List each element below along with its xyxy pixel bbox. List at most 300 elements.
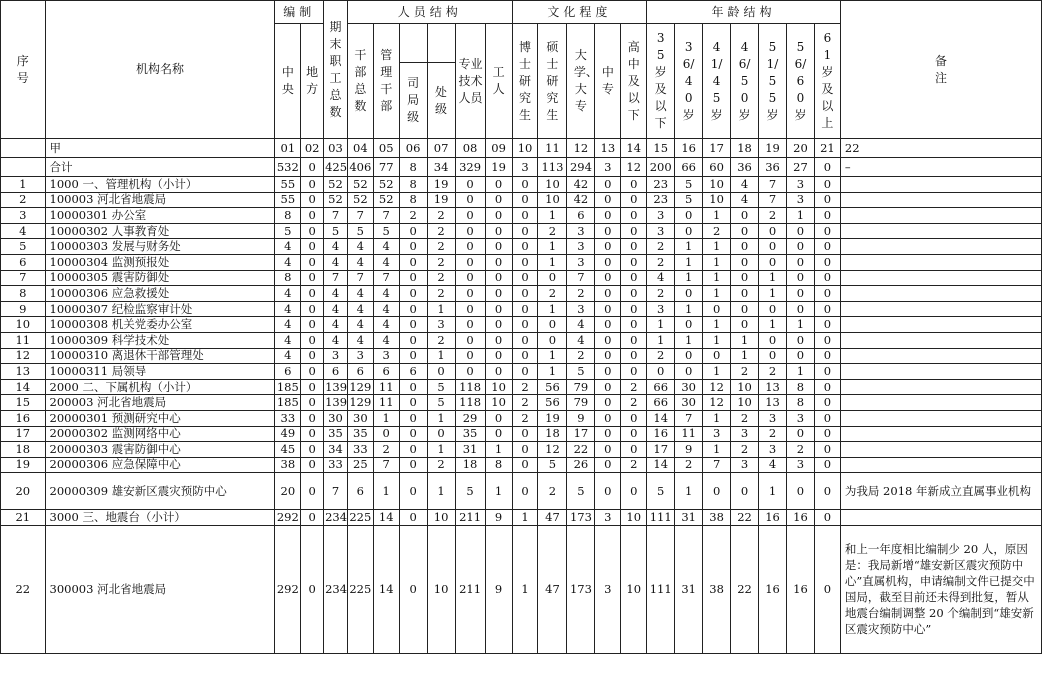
remarks-cell: 为我局 2018 年新成立直属事业机构	[840, 473, 1041, 510]
value-cell: 1	[759, 270, 787, 286]
value-cell: 1	[647, 332, 675, 348]
header-age-structure: 年龄结构	[647, 1, 841, 24]
value-cell: 0	[786, 270, 814, 286]
value-cell: 0	[621, 442, 647, 458]
header-total-staff: 期末职工总数	[324, 1, 348, 139]
row-seq-cell	[1, 158, 46, 177]
value-cell: 0	[301, 239, 324, 255]
value-cell: 0	[595, 270, 621, 286]
value-cell: 0	[512, 208, 538, 224]
value-cell: 4	[324, 239, 348, 255]
value-cell: 77	[373, 158, 399, 177]
value-cell: 5	[427, 395, 455, 411]
value-cell: 56	[538, 395, 567, 411]
value-cell: 0	[538, 270, 567, 286]
value-cell: 1	[703, 208, 731, 224]
value-cell: 292	[276, 510, 299, 525]
value-cell: 129	[349, 379, 372, 394]
value-cell: 05	[373, 139, 399, 158]
value-cell: 3	[567, 239, 595, 255]
org-name-cell: 10000302 人事教育处	[45, 223, 275, 239]
header-education: 文化程度	[512, 1, 647, 24]
value-cell: 129	[349, 395, 372, 410]
value-cell: 2	[512, 410, 538, 426]
value-cell: 7	[567, 270, 595, 286]
value-cell: 38	[275, 457, 301, 473]
org-name-cell: 10000311 局领导	[45, 364, 275, 380]
value-cell: 35	[455, 426, 485, 442]
remarks-cell	[840, 379, 1041, 395]
org-name-cell: 合计	[45, 158, 275, 177]
value-cell: 0	[301, 395, 324, 411]
value-cell: 0	[621, 192, 647, 208]
value-cell: 0	[731, 473, 759, 510]
value-cell: 9	[567, 410, 595, 426]
value-cell: 4	[324, 286, 348, 302]
value-cell: 0	[301, 192, 324, 208]
value-cell: 5	[675, 192, 703, 208]
value-cell: 0	[399, 254, 427, 270]
value-cell: 0	[595, 426, 621, 442]
value-cell: 234	[324, 525, 348, 653]
table-row	[1, 158, 1042, 177]
value-cell: 0	[759, 239, 787, 255]
value-cell: 0	[759, 348, 787, 364]
value-cell: 17	[647, 442, 675, 458]
value-cell: 0	[731, 239, 759, 255]
table-row	[1, 254, 1042, 270]
value-cell: 0	[512, 223, 538, 239]
value-cell: 10	[512, 139, 538, 158]
value-cell: 1	[759, 317, 787, 333]
value-cell: 0	[512, 301, 538, 317]
row-seq-cell: 11	[1, 332, 46, 348]
value-cell: 2	[731, 442, 759, 458]
org-name-cell: 20000306 应急保障中心	[45, 457, 275, 473]
value-cell: 66	[675, 158, 703, 177]
value-cell: 38	[703, 510, 731, 526]
org-name-cell: 100003 河北省地震局	[45, 192, 275, 208]
value-cell: 0	[814, 286, 840, 302]
value-cell: 0	[485, 192, 512, 208]
value-cell: 0	[512, 332, 538, 348]
value-cell: 4	[347, 332, 373, 348]
value-cell: 17	[703, 139, 731, 158]
value-cell: 4	[567, 317, 595, 333]
org-name-cell: 10000305 震害防御处	[45, 270, 275, 286]
value-cell: 0	[455, 223, 485, 239]
value-cell: 0	[675, 208, 703, 224]
value-cell: 0	[301, 332, 324, 348]
value-cell: 45	[275, 442, 301, 458]
value-cell: 0	[455, 301, 485, 317]
value-cell: 0	[814, 525, 840, 653]
header-local: 地方	[301, 24, 324, 139]
value-cell: 5	[275, 223, 301, 239]
value-cell: 0	[731, 254, 759, 270]
table-row	[1, 364, 1042, 380]
value-cell: 2	[621, 379, 647, 395]
value-cell: 0	[455, 317, 485, 333]
value-cell: 0	[455, 208, 485, 224]
table-row	[1, 208, 1042, 224]
value-cell: 4	[275, 332, 301, 348]
value-cell: 7	[373, 270, 399, 286]
value-cell: 2	[427, 208, 455, 224]
value-cell: 0	[512, 364, 538, 380]
org-name-cell: 20000309 雄安新区震灾预防中心	[45, 473, 275, 510]
value-cell: 3	[759, 410, 787, 426]
value-cell: 7	[324, 473, 348, 510]
value-cell: 0	[595, 332, 621, 348]
value-cell: 1	[675, 332, 703, 348]
value-cell: 200	[647, 158, 675, 177]
value-cell: 35	[324, 426, 348, 442]
org-name-cell: 2000 二、下属机构（小计）	[45, 379, 275, 395]
value-cell: 52	[324, 177, 348, 193]
value-cell: 0	[512, 317, 538, 333]
value-cell: 2	[427, 332, 455, 348]
value-cell: 4	[373, 301, 399, 317]
value-cell: 1	[512, 510, 538, 526]
value-cell: 6	[399, 364, 427, 380]
value-cell: 4	[567, 332, 595, 348]
value-cell: 3	[731, 457, 759, 473]
value-cell: 7	[703, 457, 731, 473]
value-cell: 1	[675, 239, 703, 255]
table-row	[1, 270, 1042, 286]
value-cell: 2	[427, 254, 455, 270]
value-cell: 4	[373, 317, 399, 333]
value-cell: 23	[647, 192, 675, 208]
value-cell: 2	[538, 223, 567, 239]
value-cell: 0	[595, 317, 621, 333]
value-cell: 1	[538, 208, 567, 224]
value-cell: 2	[786, 442, 814, 458]
value-cell: 1	[703, 442, 731, 458]
remarks-cell: 22	[840, 139, 1041, 158]
remarks-cell	[840, 270, 1041, 286]
value-cell: 2	[731, 364, 759, 380]
row-seq-cell: 17	[1, 426, 46, 442]
value-cell: 33	[324, 457, 348, 473]
row-seq-cell: 14	[1, 379, 46, 395]
value-cell: 15	[647, 139, 675, 158]
value-cell: 0	[814, 192, 840, 208]
value-cell: 0	[759, 301, 787, 317]
value-cell: 0	[455, 239, 485, 255]
value-cell: 36	[759, 158, 787, 177]
value-cell: 12	[703, 395, 731, 411]
value-cell: 3	[512, 158, 538, 177]
value-cell: 0	[399, 457, 427, 473]
value-cell: 4	[347, 239, 373, 255]
value-cell: 0	[485, 426, 512, 442]
value-cell: 35	[347, 426, 373, 442]
value-cell: 8	[399, 158, 427, 177]
remarks-cell	[840, 254, 1041, 270]
header-personnel-structure: 人员结构	[347, 1, 512, 24]
table-row	[1, 239, 1042, 255]
value-cell: 5	[567, 364, 595, 380]
value-cell: 8	[399, 177, 427, 193]
value-cell: 2	[512, 395, 538, 411]
value-cell: 1	[786, 317, 814, 333]
value-cell: 0	[621, 410, 647, 426]
value-cell: 30	[324, 410, 348, 426]
value-cell: 4	[347, 286, 373, 302]
value-cell: 1	[647, 317, 675, 333]
value-cell: 0	[301, 473, 324, 510]
value-cell: 5	[567, 473, 595, 510]
value-cell: 52	[347, 177, 373, 193]
value-cell: 0	[485, 348, 512, 364]
table-row	[1, 379, 1042, 395]
value-cell: 10	[427, 525, 455, 653]
org-name-cell: 10000304 监测预报处	[45, 254, 275, 270]
value-cell: 0	[814, 239, 840, 255]
value-cell: 7	[675, 410, 703, 426]
value-cell: 1	[703, 332, 731, 348]
value-cell: 0	[621, 177, 647, 193]
header-division-level-label: 处级	[427, 63, 455, 139]
value-cell: 0	[814, 473, 840, 510]
value-cell: 6	[347, 473, 373, 510]
value-cell: 66	[647, 395, 675, 411]
header-seq: 序号	[1, 1, 46, 139]
value-cell: 18	[455, 457, 485, 473]
header-remarks: 备注	[840, 1, 1041, 139]
value-cell: 2	[621, 457, 647, 473]
value-cell: 19	[538, 410, 567, 426]
value-cell: 111	[647, 525, 675, 653]
value-cell: 3	[647, 208, 675, 224]
value-cell: 11	[373, 395, 399, 411]
value-cell: 1	[759, 473, 787, 510]
value-cell: 1	[703, 239, 731, 255]
table-row	[1, 457, 1042, 473]
value-cell: 111	[647, 510, 675, 526]
value-cell: 8	[485, 457, 512, 473]
value-cell: 30	[675, 395, 703, 411]
value-cell: 1	[427, 442, 455, 458]
header-age-61: 61岁及以上	[814, 24, 840, 139]
value-cell: 30	[347, 410, 373, 426]
value-cell: 0	[301, 317, 324, 333]
value-cell: 0	[621, 364, 647, 380]
value-cell: 3	[703, 426, 731, 442]
value-cell: 42	[567, 192, 595, 208]
value-cell: 0	[301, 270, 324, 286]
value-cell: 1	[373, 473, 399, 510]
header-college: 大学、大专	[567, 24, 595, 139]
value-cell: 0	[399, 426, 427, 442]
value-cell: 0	[301, 158, 324, 177]
value-cell: 4	[373, 239, 399, 255]
value-cell: 0	[731, 301, 759, 317]
value-cell: 19	[759, 139, 787, 158]
remarks-cell	[840, 239, 1041, 255]
value-cell: 0	[814, 410, 840, 426]
value-cell: 0	[427, 364, 455, 380]
value-cell: 4	[731, 177, 759, 193]
value-cell: 5	[347, 223, 373, 239]
value-cell: 16	[759, 525, 787, 653]
value-cell: 0	[399, 473, 427, 510]
value-cell: 0	[814, 426, 840, 442]
value-cell: 225	[347, 525, 373, 653]
value-cell: 4	[324, 332, 348, 348]
row-seq-cell: 22	[1, 525, 46, 653]
value-cell: 0	[814, 348, 840, 364]
value-cell: 0	[731, 286, 759, 302]
value-cell: 1	[786, 208, 814, 224]
value-cell: 5	[455, 473, 485, 510]
value-cell: 4	[759, 457, 787, 473]
value-cell: 3	[373, 348, 399, 364]
value-cell: 1	[485, 473, 512, 510]
value-cell: 3	[786, 192, 814, 208]
value-cell: 0	[301, 510, 324, 526]
value-cell: 12	[703, 379, 731, 395]
remarks-cell	[840, 442, 1041, 458]
value-cell: 0	[595, 254, 621, 270]
org-name-cell: 20000303 震害防御中心	[45, 442, 275, 458]
row-seq-cell: 21	[1, 510, 46, 526]
table-body	[1, 139, 1042, 654]
value-cell: 01	[275, 139, 301, 158]
value-cell: 10	[427, 510, 455, 526]
value-cell: 2	[647, 254, 675, 270]
value-cell: 10	[485, 379, 512, 395]
value-cell: 0	[485, 223, 512, 239]
value-cell: 113	[538, 158, 567, 177]
value-cell: 33	[275, 410, 301, 426]
value-cell: 0	[455, 177, 485, 193]
value-cell: 0	[485, 364, 512, 380]
value-cell: 0	[595, 379, 621, 395]
value-cell: 3	[759, 442, 787, 458]
value-cell: 1	[427, 473, 455, 510]
value-cell: 10	[731, 379, 759, 395]
value-cell: 0	[814, 379, 840, 395]
value-cell: 7	[347, 208, 373, 224]
remarks-cell	[840, 510, 1041, 526]
value-cell: 11	[675, 426, 703, 442]
value-cell: 7	[759, 177, 787, 193]
value-cell: 1	[731, 348, 759, 364]
value-cell: 0	[455, 348, 485, 364]
table-row	[1, 301, 1042, 317]
remarks-cell	[840, 223, 1041, 239]
value-cell: 5	[373, 223, 399, 239]
header-master: 硕士研究生	[538, 24, 567, 139]
value-cell: 4	[324, 254, 348, 270]
value-cell: 0	[301, 379, 324, 395]
value-cell: 6	[567, 208, 595, 224]
value-cell: 4	[275, 301, 301, 317]
value-cell: 2	[647, 286, 675, 302]
remarks-cell	[840, 317, 1041, 333]
value-cell: 0	[595, 410, 621, 426]
value-cell: 2	[373, 442, 399, 458]
header-bureau-level-label: 司局级	[399, 63, 427, 139]
value-cell: 0	[814, 457, 840, 473]
header-bureau-level	[399, 24, 427, 63]
table-row	[1, 177, 1042, 193]
header-org-name: 机构名称	[45, 1, 275, 139]
value-cell: 118	[455, 379, 485, 395]
value-cell: 0	[595, 301, 621, 317]
value-cell: 29	[455, 410, 485, 426]
value-cell: 1	[427, 301, 455, 317]
value-cell: 0	[512, 192, 538, 208]
value-cell: 02	[301, 139, 324, 158]
value-cell: 13	[759, 395, 787, 411]
value-cell: 0	[814, 442, 840, 458]
value-cell: 0	[485, 208, 512, 224]
value-cell: 0	[538, 317, 567, 333]
remarks-cell: 和上一年度相比编制少 20 人，原因是：我局新增“雄安新区震灾预防中心”直属机构，申请编制文件已提交中国局，截至目前还未得到批复，暂从地震台编制调整 20 个编制到“雄安新区震灾预防中心”	[840, 525, 1041, 653]
value-cell: 0	[399, 239, 427, 255]
value-cell: 1	[675, 254, 703, 270]
value-cell: 0	[485, 317, 512, 333]
value-cell: 0	[538, 332, 567, 348]
value-cell: 139	[325, 379, 348, 394]
value-cell: 5	[427, 379, 455, 395]
value-cell: 1	[538, 301, 567, 317]
header-bianzhi: 编制	[275, 1, 324, 24]
value-cell: 0	[301, 457, 324, 473]
value-cell: 22	[731, 525, 759, 653]
value-cell: 0	[814, 395, 840, 411]
value-cell: 0	[399, 301, 427, 317]
value-cell: 07	[427, 139, 455, 158]
value-cell: 0	[301, 426, 324, 442]
value-cell: 25	[347, 457, 373, 473]
value-cell: 79	[567, 395, 595, 411]
value-cell: 0	[675, 364, 703, 380]
row-seq-cell: 7	[1, 270, 46, 286]
value-cell: 0	[675, 348, 703, 364]
table-row	[1, 139, 1042, 158]
value-cell: 13	[595, 139, 621, 158]
value-cell: 0	[485, 301, 512, 317]
value-cell: 8	[786, 379, 814, 395]
value-cell: 225	[349, 510, 372, 525]
value-cell: 16	[675, 139, 703, 158]
value-cell: 0	[814, 364, 840, 380]
value-cell: 10	[538, 192, 567, 208]
value-cell: 10	[485, 395, 512, 411]
value-cell: 0	[455, 332, 485, 348]
remarks-cell	[840, 192, 1041, 208]
header-phd: 博士研究生	[512, 24, 538, 139]
value-cell: 5	[647, 473, 675, 510]
value-cell: 4	[731, 192, 759, 208]
value-cell: 3	[347, 348, 373, 364]
value-cell: 3	[595, 510, 621, 526]
value-cell: 0	[731, 223, 759, 239]
value-cell: 7	[324, 208, 348, 224]
header-central: 中央	[275, 24, 301, 139]
value-cell: 0	[786, 301, 814, 317]
value-cell: 0	[485, 332, 512, 348]
table-row	[1, 348, 1042, 364]
value-cell: 0	[595, 348, 621, 364]
org-name-cell: 20000301 预测研究中心	[45, 410, 275, 426]
value-cell: 0	[455, 270, 485, 286]
